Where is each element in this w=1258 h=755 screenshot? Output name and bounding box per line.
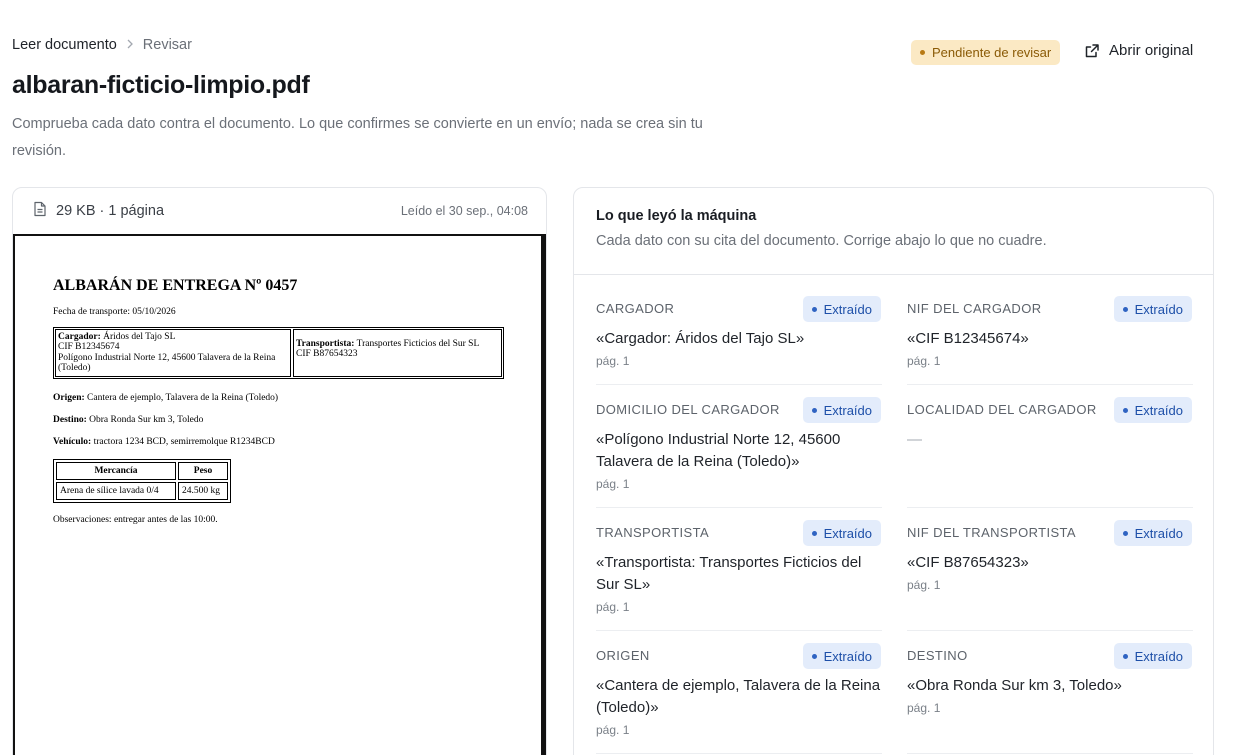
goods-table (53, 459, 231, 503)
document-panel (12, 187, 547, 755)
parties-table (53, 327, 504, 379)
dot-icon (812, 531, 817, 536)
extracted-chip (803, 397, 881, 423)
dot-icon (1123, 307, 1128, 312)
extracted-chip (1114, 397, 1192, 423)
document-meta: 29 KB · 1 página (56, 203, 165, 219)
status-dot-icon (920, 50, 925, 55)
carrier-cif: CIF B87654323 (296, 349, 358, 360)
field-value: «Cargador: Áridos del Tajo SL» (596, 330, 805, 347)
field-label: LOCALIDAD DEL CARGADOR (907, 402, 1097, 417)
document-read-timestamp: Leído el 30 sep., 04:08 (400, 204, 528, 218)
field-page-ref: pág. 1 (596, 354, 630, 368)
extracted-chip-label: Extraído (1134, 402, 1183, 418)
field-nif-cargador[interactable] (907, 296, 1192, 397)
extracted-chip-label: Extraído (1134, 648, 1183, 664)
extracted-fields-grid (596, 296, 1192, 755)
document-remarks: Observaciones: entregar antes de las 10:00. (53, 514, 218, 525)
field-origen[interactable] (596, 643, 881, 755)
document-vehicle (53, 437, 504, 447)
extracted-chip-label: Extraído (823, 402, 872, 418)
field-value: — (907, 431, 922, 448)
row-divider (596, 753, 882, 754)
document-preview[interactable] (13, 234, 546, 755)
field-cargador[interactable] (596, 296, 881, 397)
field-page-ref: pág. 1 (907, 354, 941, 368)
field-value: «CIF B12345674» (907, 330, 1029, 347)
page-subtitle: Comprueba cada dato contra el documento. Lo que confirmes se convierte en un envío; nada se crea sin tu revisión. (12, 116, 703, 159)
row-divider (596, 507, 882, 508)
carrier-name: Transportes Ficticios del Sur SL (356, 339, 480, 349)
shipper-name: Áridos del Tajo SL (103, 332, 176, 342)
extracted-chip-label: Extraído (823, 525, 872, 541)
extraction-title: Lo que leyó la máquina (596, 208, 757, 224)
carrier-label: Transportista: (296, 339, 355, 349)
row-divider (907, 384, 1193, 385)
goods-cell: Arena de sílice lavada 0/4 (56, 482, 176, 500)
extracted-chip (1114, 296, 1192, 322)
extracted-chip-label: Extraído (823, 648, 872, 664)
shipper-label: Cargador: (58, 332, 101, 342)
document-heading: ALBARÁN DE ENTREGA Nº 0457 (53, 277, 298, 294)
carrier-cell (293, 329, 502, 377)
open-original-button[interactable] (1084, 42, 1193, 59)
dot-icon (1123, 654, 1128, 659)
vehicle-label: Vehículo: (53, 436, 92, 447)
field-value: «Transportista: Transportes Ficticios del Sur SL» (596, 554, 862, 593)
extracted-chip-label: Extraído (1134, 301, 1183, 317)
field-page-ref: pág. 1 (596, 477, 630, 491)
document-destination (53, 415, 504, 425)
dot-icon (812, 654, 817, 659)
extracted-chip-label: Extraído (1134, 525, 1183, 541)
field-label: DESTINO (907, 648, 968, 663)
row-divider (596, 384, 882, 385)
destination-label: Destino: (53, 414, 87, 425)
external-link-icon (1084, 43, 1100, 59)
row-divider (907, 753, 1193, 754)
row-divider (907, 507, 1193, 508)
document-panel-header (13, 188, 546, 234)
field-page-ref: pág. 1 (596, 723, 630, 737)
origin-label: Origen: (53, 392, 85, 403)
extraction-description: Cada dato con su cita del documento. Corrige abajo lo que no cuadre. (596, 233, 1047, 249)
extraction-panel (573, 187, 1214, 755)
breadcrumb-current: Revisar (142, 37, 192, 53)
field-label: DOMICILIO DEL CARGADOR (596, 402, 780, 417)
destination-value: Obra Ronda Sur km 3, Toledo (89, 414, 204, 425)
field-label: NIF DEL TRANSPORTISTA (907, 525, 1077, 540)
extracted-chip (1114, 520, 1192, 546)
field-value: «Polígono Industrial Norte 12, 45600 Talavera de la Reina (Toledo)» (596, 431, 841, 470)
dot-icon (1123, 531, 1128, 536)
origin-value: Cantera de ejemplo, Talavera de la Reina (Toledo) (87, 392, 279, 403)
extracted-chip (1114, 643, 1192, 669)
field-label: TRANSPORTISTA (596, 525, 710, 540)
breadcrumb-parent-link[interactable]: Leer documento (12, 37, 117, 53)
extracted-chip (803, 520, 881, 546)
extracted-chip (803, 296, 881, 322)
chevron-right-icon (125, 38, 135, 53)
field-value: «CIF B87654323» (907, 554, 1029, 571)
open-original-label: Abrir original (1109, 42, 1194, 59)
goods-header-row (55, 461, 229, 481)
dot-icon (812, 408, 817, 413)
shipper-address: Polígono Industrial Norte 12, 45600 Talavera de la Reina (Toledo) (58, 352, 276, 374)
goods-cell: 24.500 kg (178, 482, 228, 500)
field-destino[interactable] (907, 643, 1192, 755)
field-domicilio-cargador[interactable] (596, 397, 881, 520)
file-icon (33, 201, 47, 221)
goods-row (55, 481, 229, 501)
dot-icon (1123, 408, 1128, 413)
field-page-ref: pág. 1 (596, 600, 630, 614)
document-transport-date: Fecha de transporte: 05/10/2026 (53, 307, 176, 317)
document-page (53, 274, 504, 525)
page-title: albaran-ficticio-limpio.pdf (12, 71, 310, 99)
extracted-chip (803, 643, 881, 669)
field-page-ref: pág. 1 (907, 701, 941, 715)
status-badge-label: Pendiente de revisar (932, 45, 1052, 60)
shipper-cif: CIF B12345674 (58, 342, 120, 353)
extracted-chip-label: Extraído (823, 301, 872, 317)
field-label: NIF DEL CARGADOR (907, 301, 1042, 316)
vehicle-value: tractora 1234 BCD, semirremolque R1234BCD (93, 436, 275, 447)
document-origin (53, 393, 504, 403)
status-badge (911, 40, 1060, 65)
field-nif-transportista[interactable] (907, 520, 1192, 643)
field-label: CARGADOR (596, 301, 675, 316)
dot-icon (812, 307, 817, 312)
field-label: ORIGEN (596, 648, 650, 663)
extraction-header (574, 188, 1213, 275)
row-divider (907, 630, 1193, 631)
goods-header-cell: Mercancía (56, 462, 176, 480)
field-localidad-cargador[interactable] (907, 397, 1192, 520)
shipper-cell (55, 329, 291, 377)
field-value: «Cantera de ejemplo, Talavera de la Reina (Toledo)» (596, 677, 881, 716)
field-value: «Obra Ronda Sur km 3, Toledo» (907, 677, 1122, 694)
breadcrumb (12, 37, 192, 53)
field-page-ref: pág. 1 (907, 578, 941, 592)
goods-header-cell: Peso (178, 462, 228, 480)
field-transportista[interactable] (596, 520, 881, 643)
row-divider (596, 630, 882, 631)
